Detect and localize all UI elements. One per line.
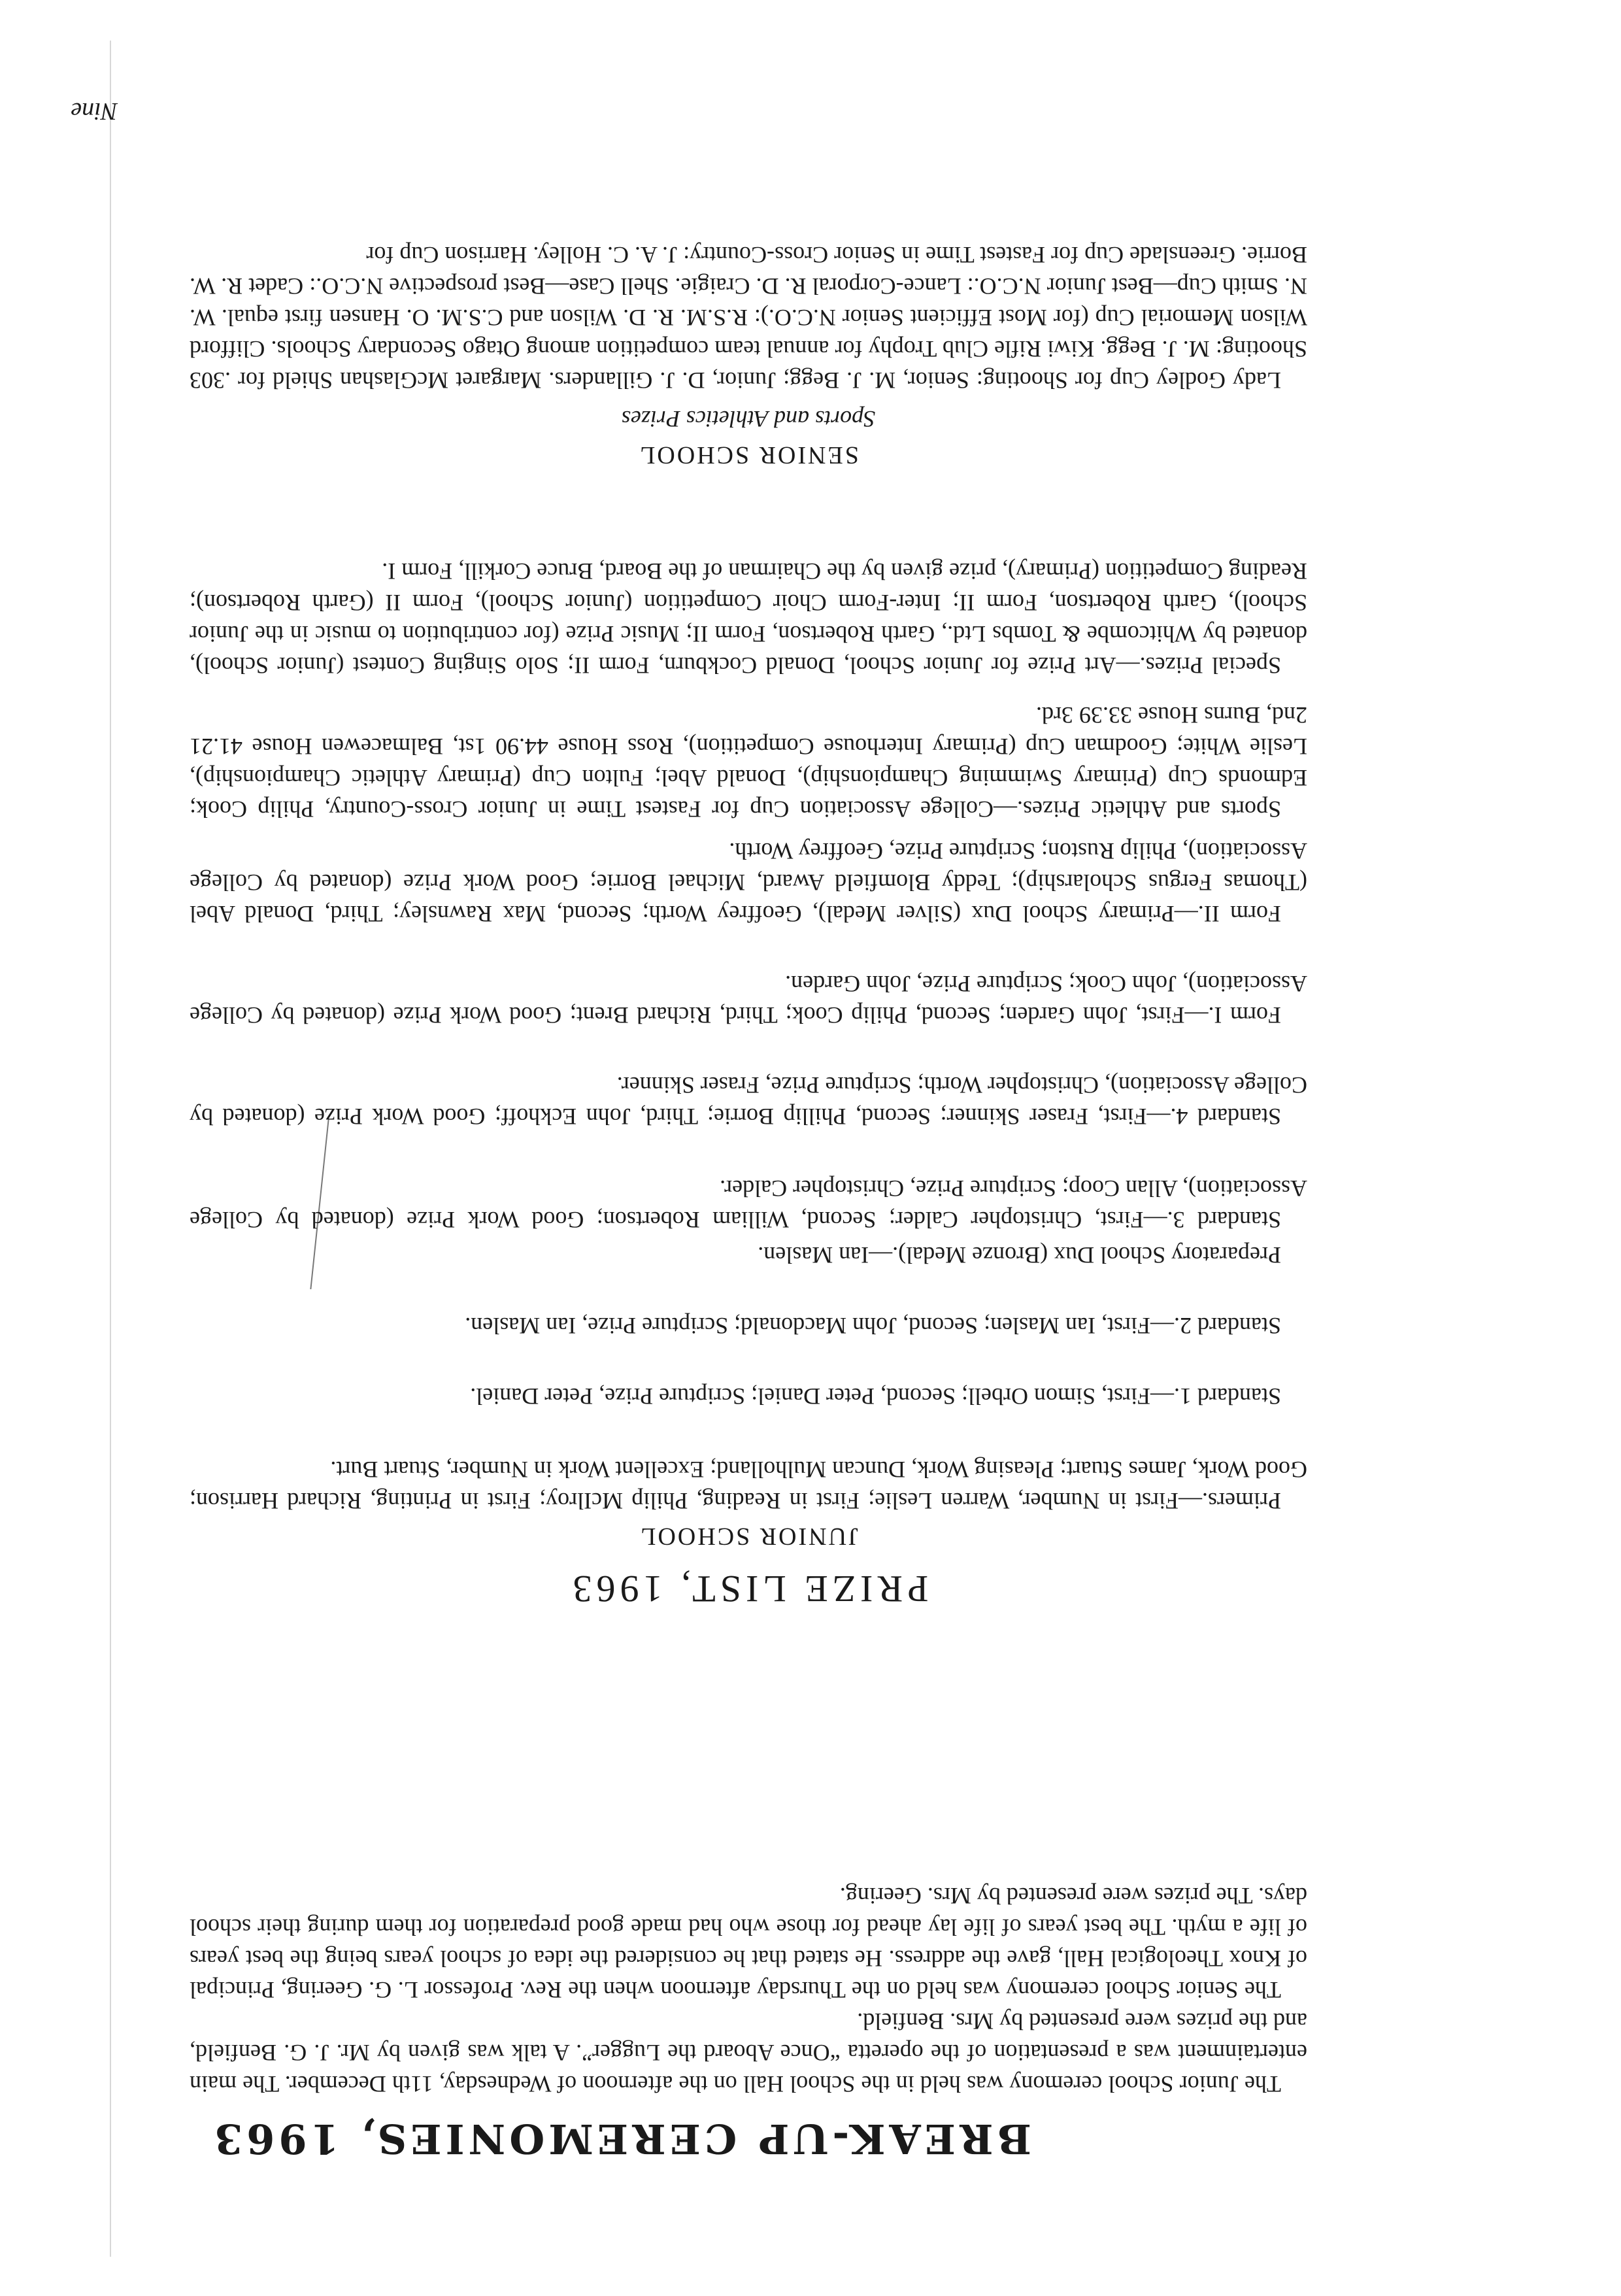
- junior-prize-form-2: Form II.—Primary School Dux (Silver Medal), Geoffrey Worth; Second, Max Rawnsley; Third, Donald Abel (Thomas Fergus Scholarship); Teddy Blomfield Award, Michael Borrie; Good Work Prize (donated by College Association), Philip Ruston; Scripture Prize, Geoffrey Worth.: [190, 838, 1307, 927]
- junior-special-prizes: Special Prizes.—Art Prize for Junior School, Donald Cockburn, Form II; Solo Singing Contest (Junior School), donated by Whitcombe & Tombs Ltd., Garth Robertson, Form II; Music Prize (for contribution to music in the Junior School), Garth Robertson, Form II; Inter-Form Choir Competition (Junior School), Form II (Garth Robertson); Reading Competition (Primary), prize given by the Chairman of the Board, Bruce Corkill, Form I.: [190, 558, 1307, 679]
- senior-school-heading: SENIOR SCHOOL: [638, 441, 859, 469]
- intro-paragraph-1: The Junior School ceremony was held in the School Hall on the afternoon of Wednesday, 11th December. The main entertainment was a presentation of the operetta “Once Aboard the Lugger”. A talk was given by Mr. J. G. Benfield, and the prizes were presented by Mrs. Benfield.: [190, 2008, 1307, 2097]
- prize-list-title: PRIZE LIST, 1963: [568, 1568, 929, 1610]
- intro-paragraph-2: The Senior School ceremony was held on the Thursday afternoon when the Rev. Professor L. G. Geering, Principal of Knox Theological Hall, gave the address. He stated that he considered the idea of school years being the best years of life a myth. The best years of life lay ahead for those who had made good preparation for them during their school days. The prizes were presented by Mrs. Geering.: [190, 1883, 1307, 2003]
- junior-prize-prep-dux: Preparatory School Dux (Bronze Medal).—Ian Maslen.: [758, 1242, 1281, 1268]
- junior-sports-prizes: Sports and Athletic Prizes.—College Association Cup for Fastest Time in Junior Cross-Country, Philip Cook; Edmonds Cup (Primary Swimming Championship), Donald Abel; Fulton Cup (Primary Athletic Championship), Leslie White; Goodman Cup (Primary Interhouse Competition), Ross House 44.90 1st, Balmacewen House 41.21 2nd, Burns House 33.39 3rd.: [190, 702, 1307, 822]
- junior-prize-form-1: Form I.—First, John Garden; Second, Philip Cook; Third, Richard Brent; Good Work Prize (donated by College Association), John Cook; Scripture Prize, John Garden.: [190, 971, 1307, 1028]
- junior-prize-standard-1: Standard 1.—First, Simon Orbell; Second, Peter Daniel; Scripture Prize, Peter Daniel.: [470, 1383, 1281, 1410]
- senior-sports-prizes: Lady Godley Cup for Shooting: Senior, M. J. Begg; Junior, D. J. Gillanders. Margaret McGlashan Shield for .303 Shooting: M. J. Begg. Kiwi Rifle Club Trophy for annual team competition among Otago Secondary Schools. Clifford Wilson Memorial Cup (for Most Efficient Senior N.C.O.): R.S.M. R. D. Wilson and C.S.M. O. Hansen first equal. W. N. Smith Cup—Best Junior N.C.O.: Lance-Corporal R. D. Craigie. Shell Case—Best prospective N.C.O.: Cadet R. W. Borrie. Greenslade Cup for Fastest Time in Senior Cross-Country: J. A. C. Holley. Harrison Cup for: [190, 242, 1307, 394]
- junior-school-heading: JUNIOR SCHOOL: [639, 1523, 858, 1550]
- page-title: BREAK-UP CEREMONIES, 1963: [210, 2115, 1031, 2163]
- junior-prize-primers: Primers.—First in Number, Warren Leslie; First in Reading, Philip McIlroy; First in Printing, Richard Harrison; Good Work, James Stuart; Pleasing Work, Duncan Mulholland; Excellent Work in Number, Stuart Burt.: [190, 1457, 1307, 1514]
- junior-prize-standard-3: Standard 3.—First, Christopher Calder; Second, William Robertson; Good Work Prize (donated by College Association), Allan Coop; Scripture Prize, Christopher Calder.: [190, 1175, 1307, 1233]
- junior-prize-standard-4: Standard 4.—First, Fraser Skinner; Second, Phillip Borrie; Third, John Eckhoff; Good Work Prize (donated by College Association), Christopher Worth; Scripture Prize, Fraser Skinner.: [190, 1072, 1307, 1130]
- senior-sports-subheading: Sports and Athletics Prizes: [621, 406, 876, 432]
- junior-prize-standard-2: Standard 2.—First, Ian Maslen; Second, John Macdonald; Scripture Prize, Ian Maslen.: [465, 1313, 1281, 1339]
- page-number: Nine: [71, 97, 118, 125]
